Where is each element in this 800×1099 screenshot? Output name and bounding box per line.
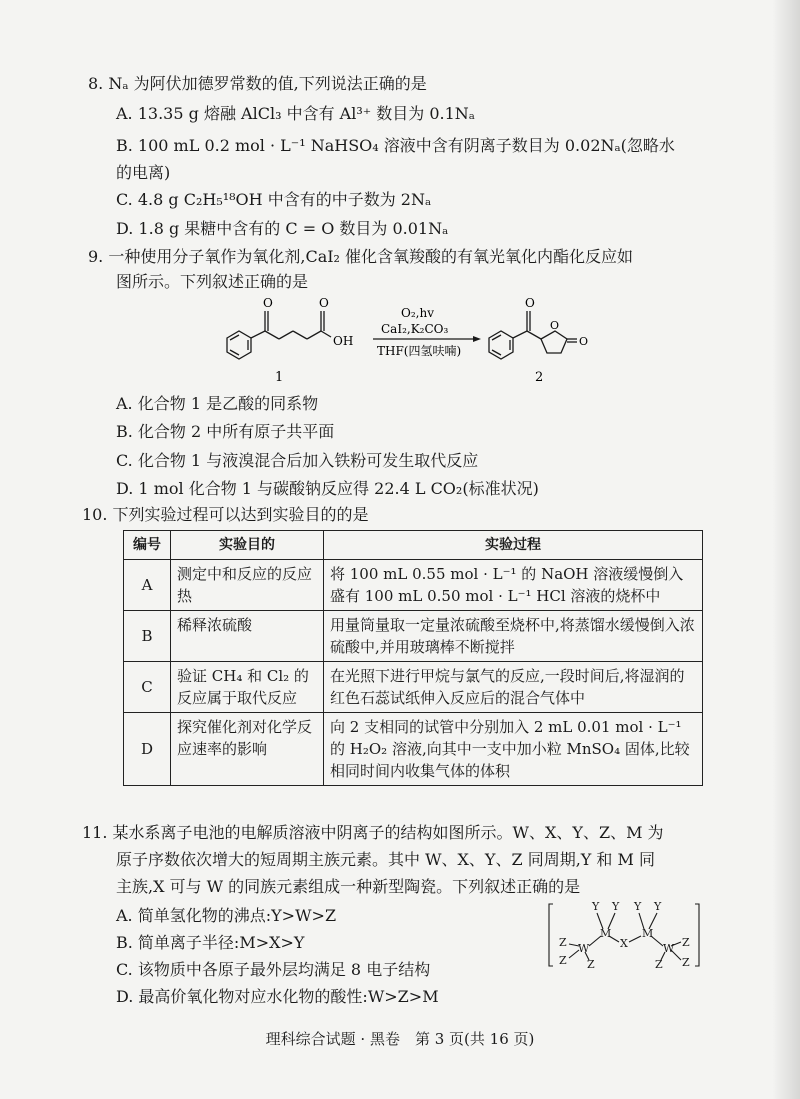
q9-option-b: B. 化合物 2 中所有原子共平面 [116, 422, 335, 441]
atom-y3: Y [634, 900, 642, 913]
row-b-code: B [124, 611, 171, 662]
q8-number: 8. [88, 74, 104, 93]
atom-m2: M [642, 927, 654, 940]
q11-option-b: B. 简单离子半径:M>X>Y [116, 933, 305, 952]
atom-z6: Z [655, 958, 663, 971]
row-c-code: C [124, 662, 171, 713]
compound-1-structure [227, 311, 331, 359]
header-code: 编号 [124, 531, 171, 560]
table-row [124, 713, 703, 786]
table-row [124, 560, 703, 611]
q11-stem-line2: 原子序数依次增大的短周期主族元素。其中 W、X、Y、Z 同周期,Y 和 M 同 [116, 850, 655, 869]
q8-option-b-cont: 的电离) [116, 163, 171, 182]
row-a-purpose: 测定中和反应的反应热 [171, 560, 324, 611]
page-footer: 理科综合试题 · 黑卷 第 3 页(共 16 页) [265, 1030, 535, 1048]
q8-stem-line [88, 74, 427, 94]
atom-z5: Z [682, 956, 690, 969]
scan-edge-shadow [772, 0, 800, 1099]
table-header-row [124, 531, 703, 560]
atom-w2: W [663, 942, 675, 955]
q11-stem-line1 [82, 823, 664, 843]
hydroxyl-label: OH [333, 334, 354, 348]
condition-solvent: THF(四氢呋喃) [377, 344, 462, 358]
table-row [124, 611, 703, 662]
table-row [124, 662, 703, 713]
row-d-purpose: 探究催化剂对化学反应速率的影响 [171, 713, 324, 786]
q10-number: 10. [82, 505, 108, 524]
q8-option-d: D. 1.8 g 果糖中含有的 C = O 数目为 0.01Nₐ [116, 219, 449, 238]
q11-option-a: A. 简单氢化物的沸点:Y>W>Z [116, 906, 337, 925]
atom-w1: W [578, 942, 590, 955]
condition-catalyst: CaI₂,K₂CO₃ [381, 322, 449, 336]
atom-y1: Y [592, 900, 600, 913]
q9-stem-line1 [88, 247, 633, 267]
left-bracket [549, 904, 553, 966]
compound-2-structure [489, 311, 577, 359]
row-d-code: D [124, 713, 171, 786]
atom-y2: Y [612, 900, 620, 913]
atom-z3: Z [587, 958, 595, 971]
row-b-process: 用量筒量取一定量浓硫酸至烧杯中,将蒸馏水缓慢倒入浓硫酸中,并用玻璃棒不断搅拌 [324, 611, 703, 662]
q11-stem-line3: 主族,X 可与 W 的同族元素组成一种新型陶瓷。下列叙述正确的是 [116, 877, 581, 896]
atom-z4: Z [682, 936, 690, 949]
atom-x: X [620, 937, 628, 950]
row-d-process: 向 2 支相同的试管中分别加入 2 mL 0.01 mol · L⁻¹ 的 H₂O₂ 溶液,向其中一支中加小粒 MnSO₄ 固体,比较相同时间内收集气体的体积 [324, 713, 703, 786]
row-a-code: A [124, 560, 171, 611]
atom-y4: Y [654, 900, 662, 913]
carbonyl-o-1: O [263, 296, 273, 310]
q8-option-b: B. 100 mL 0.2 mol · L⁻¹ NaHSO₄ 溶液中含有阴离子数目为 0.02Nₐ(忽略水 [116, 136, 675, 155]
q9-option-a: A. 化合物 1 是乙酸的同系物 [116, 394, 319, 413]
q10-stem-line [82, 505, 369, 525]
q9-number: 9. [88, 247, 104, 266]
atom-z2: Z [559, 954, 567, 967]
compound-1-label: 1 [275, 370, 284, 385]
q11-option-c: C. 该物质中各原子最外层均满足 8 电子结构 [116, 960, 431, 979]
header-purpose: 实验目的 [171, 531, 324, 560]
experiment-table [123, 530, 703, 786]
condition-oxygen-light: O₂,hv [401, 306, 434, 320]
q9-option-c: C. 化合物 1 与液溴混合后加入铁粉可发生取代反应 [116, 451, 479, 470]
carbonyl-o-2: O [319, 296, 329, 310]
atom-z1: Z [559, 936, 567, 949]
compound-2-label: 2 [535, 370, 544, 385]
q10-stem: 下列实验过程可以达到实验目的的是 [112, 505, 369, 524]
anion-structure [545, 898, 705, 973]
q11-number: 11. [82, 823, 108, 842]
q9-stem-line2: 图所示。下列叙述正确的是 [116, 272, 309, 291]
ketone-o: O [525, 296, 535, 310]
q9-option-d: D. 1 mol 化合物 1 与碳酸钠反应得 22.4 L CO₂(标准状况) [116, 479, 539, 498]
row-a-process: 将 100 mL 0.55 mol · L⁻¹ 的 NaOH 溶液缓慢倒入盛有 100 mL 0.50 mol · L⁻¹ HCl 溶液的烧杯中 [324, 560, 703, 611]
row-b-purpose: 稀释浓硫酸 [171, 611, 324, 662]
reaction-scheme [205, 295, 625, 385]
q8-stem: Nₐ 为阿伏加德罗常数的值,下列说法正确的是 [108, 74, 427, 93]
right-bracket [695, 904, 699, 966]
q8-option-c: C. 4.8 g C₂H₅¹⁸OH 中含有的中子数为 2Nₐ [116, 190, 432, 209]
q11-stem1: 某水系离子电池的电解质溶液中阴离子的结构如图所示。W、X、Y、Z、M 为 [112, 823, 664, 842]
q11-option-d: D. 最高价氧化物对应水化物的酸性:W>Z>M [116, 987, 439, 1006]
q8-option-a: A. 13.35 g 熔融 AlCl₃ 中含有 Al³⁺ 数目为 0.1Nₐ [116, 104, 475, 123]
lactone-o: O [579, 335, 589, 348]
row-c-purpose: 验证 CH₄ 和 Cl₂ 的反应属于取代反应 [171, 662, 324, 713]
reaction-arrow-head [473, 336, 481, 342]
header-process: 实验过程 [324, 531, 703, 560]
atom-m1: M [600, 927, 612, 940]
row-c-process: 在光照下进行甲烷与氯气的反应,一段时间后,将湿润的红色石蕊试纸伸入反应后的混合气体中 [324, 662, 703, 713]
q9-stem1: 一种使用分子氧作为氧化剂,CaI₂ 催化含氧羧酸的有氧光氧化内酯化反应如 [108, 247, 634, 266]
ring-o: O [550, 319, 560, 332]
